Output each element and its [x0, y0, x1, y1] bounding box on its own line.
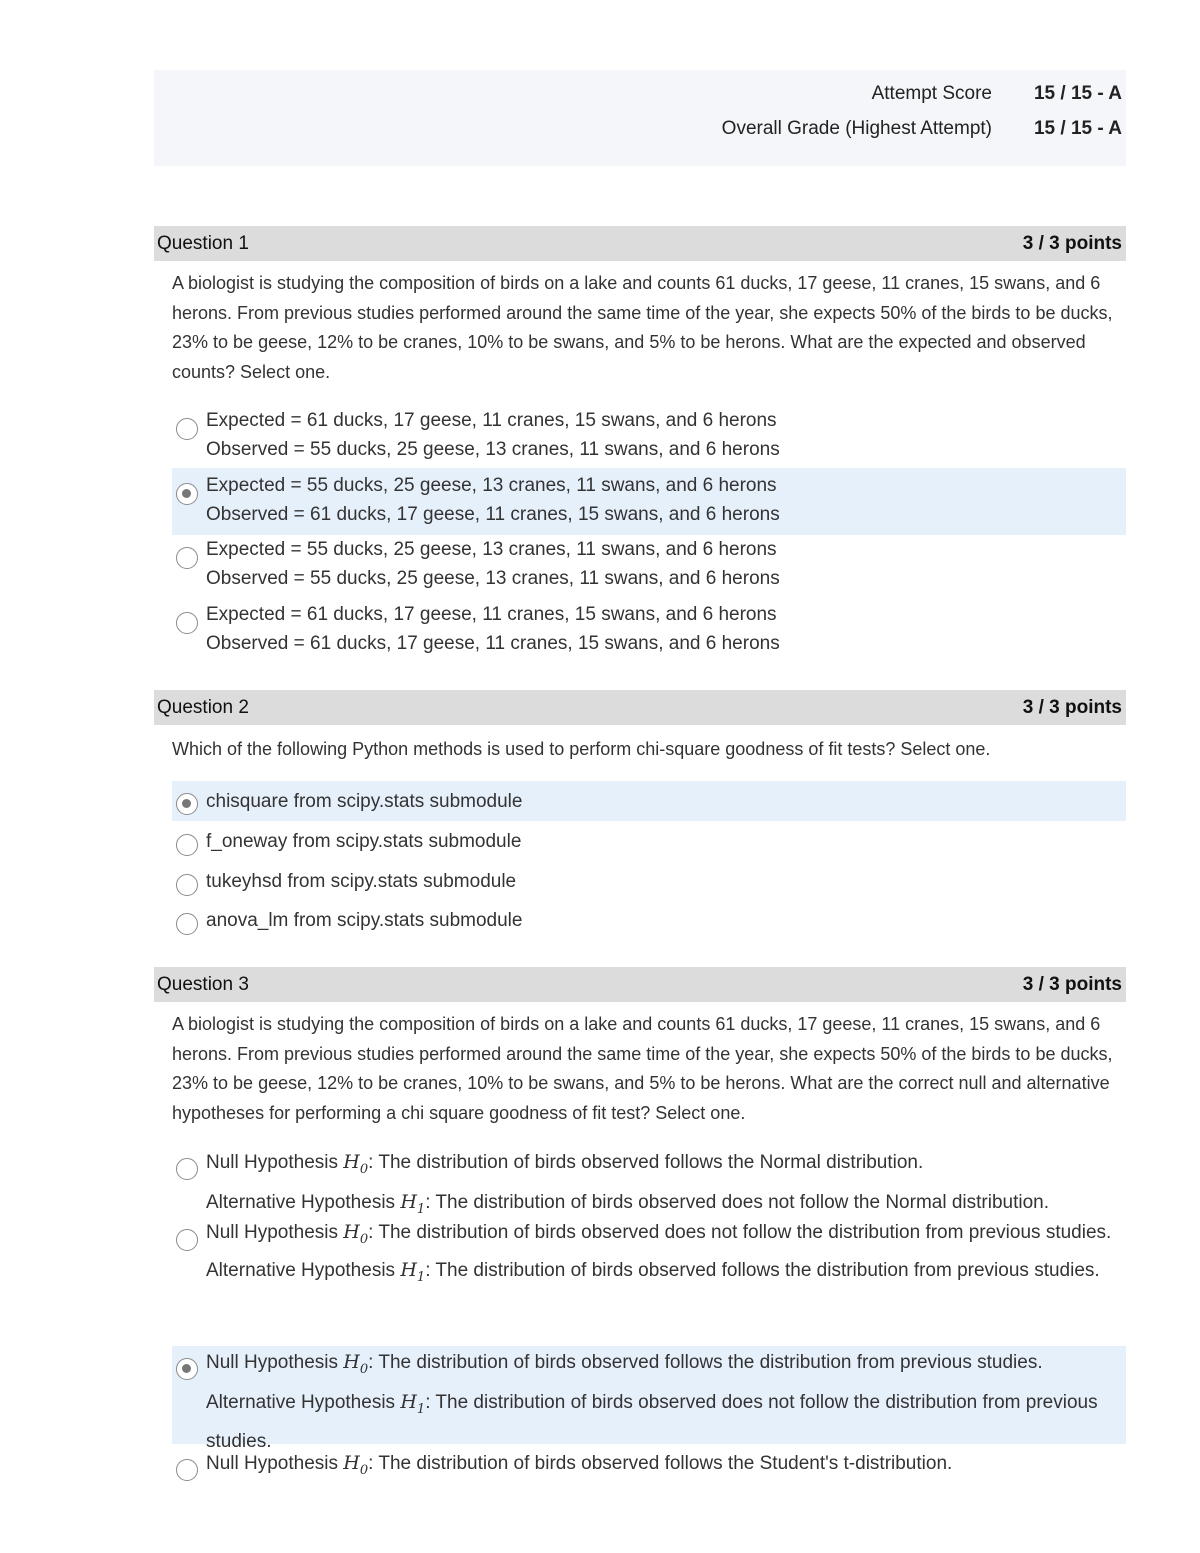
q3-option-2-radio[interactable] [176, 1229, 198, 1251]
question-1-header [154, 226, 1126, 261]
q3-option-3-null-text: The distribution of birds observed follows the distribution from previous studies. [378, 1352, 1043, 1373]
attempt-score-value: 15 / 15 - A [1033, 83, 1122, 104]
question-2-title: Question 2 [157, 696, 249, 718]
q1-option-1-radio[interactable] [176, 418, 198, 440]
q3-option-2[interactable] [172, 1217, 1126, 1343]
question-1-points: 3 / 3 points [1022, 232, 1122, 254]
overall-grade-label: Overall Grade (Highest Attempt) [721, 118, 992, 139]
question-3-title: Question 3 [157, 973, 249, 995]
q3-option-2-alt-text: The distribution of birds observed follows the distribution from previous studies. [435, 1260, 1100, 1282]
question-2-text: Which of the following Python methods is used to perform chi-square goodness of fit tests? Select one. [172, 739, 991, 759]
null-prefix: Null Hypothesis [206, 1152, 338, 1173]
q2-option-1[interactable] [172, 781, 1126, 821]
alt-prefix: Alternative Hypothesis [206, 1191, 396, 1213]
overall-grade-value: 15 / 15 - A [1033, 118, 1122, 139]
q3-option-3-radio[interactable] [176, 1358, 198, 1380]
question-2-header [154, 690, 1126, 725]
q3-option-3-null: Null Hypothesis $H_0$: The distribution of birds observed follows the distribution from previous studies. [206, 1351, 1043, 1377]
q1-option-4[interactable] [172, 600, 1126, 662]
q3-option-1-null: Null Hypothesis $H_0$: The distribution of birds observed follows the Normal distribution. [206, 1151, 924, 1177]
q1-option-1[interactable] [172, 406, 1126, 466]
q1-option-3-radio[interactable] [176, 547, 198, 569]
q1-option-3[interactable] [172, 535, 1126, 599]
q2-option-3-radio[interactable] [176, 874, 198, 896]
h0-symbol: $H_0$ [343, 1351, 369, 1377]
q3-option-3[interactable] [172, 1346, 1126, 1452]
attempt-score-row [672, 79, 1122, 109]
q1-option-3-observed: Observed = 55 ducks, 25 geese, 13 cranes, 11 swans, and 6 herons [206, 568, 780, 589]
h0-symbol: $H_0$ [343, 1221, 369, 1247]
question-3-header [154, 967, 1126, 1002]
score-summary [154, 70, 1126, 166]
question-3-text: A biologist is studying the composition of birds on a lake and counts 61 ducks, 17 geese, 11 cranes, 15 swans, and 6 herons. From previous studies performed around the same time of the year, she expects 50% of the birds to be ducks, 23% to be geese, 12% to be cranes, 10% to be swans, and 5% to be herons. What are the correct null and alternative hypotheses for performing a chi square goodness of fit test? Select one. [172, 1014, 1113, 1123]
alt-prefix: Alternative Hypothesis [206, 1260, 396, 1282]
q3-option-4-null: Null Hypothesis $H_0$: The distribution of birds observed follows the Student's t-distribution. [206, 1452, 953, 1478]
q2-option-3[interactable] [172, 863, 1126, 901]
q3-option-1-null-text: The distribution of birds observed follows the Normal distribution. [378, 1152, 924, 1173]
q1-option-4-expected: Expected = 61 ducks, 17 geese, 11 cranes, 15 swans, and 6 herons [206, 604, 777, 625]
q3-option-2-alt: Alternative Hypothesis $H_1$: The distribution of birds observed follows the distribution from previous studies. [206, 1259, 1100, 1286]
q3-option-1-radio[interactable] [176, 1158, 198, 1180]
q3-option-2-null: Null Hypothesis $H_0$: The distribution of birds observed does not follow the distribution from previous studies. [206, 1221, 1112, 1247]
attempt-score-label: Attempt Score [871, 83, 992, 104]
overall-grade-row [672, 114, 1122, 144]
question-1-title: Question 1 [157, 232, 249, 254]
null-prefix: Null Hypothesis [206, 1453, 338, 1474]
q2-option-1-radio[interactable] [176, 793, 198, 815]
q2-option-3-label: tukeyhsd from scipy.stats submodule [206, 871, 517, 892]
q2-option-1-label: chisquare from scipy.stats submodule [206, 791, 523, 812]
q2-option-4-radio[interactable] [176, 913, 198, 935]
null-prefix: Null Hypothesis [206, 1352, 338, 1373]
q3-option-2-null-text: The distribution of birds observed does not follow the distribution from previous studies. [378, 1222, 1112, 1243]
h1-symbol: $H_1$ [400, 1259, 426, 1286]
question-3-points: 3 / 3 points [1022, 973, 1122, 995]
q2-option-4[interactable] [172, 902, 1126, 940]
h0-symbol: $H_0$ [343, 1452, 369, 1478]
q2-option-2-radio[interactable] [176, 834, 198, 856]
q2-option-4-label: anova_lm from scipy.stats submodule [206, 910, 523, 931]
q3-option-3-alt-text: The distribution of birds observed does not follow the distribution from previous studies. [206, 1391, 1098, 1452]
question-2-points: 3 / 3 points [1022, 696, 1122, 718]
q3-option-4[interactable] [172, 1447, 1126, 1487]
h1-symbol: $H_1$ [400, 1390, 426, 1417]
q1-option-3-expected: Expected = 55 ducks, 25 geese, 13 cranes, 11 swans, and 6 herons [206, 539, 777, 560]
q1-option-2-observed: Observed = 61 ducks, 17 geese, 11 cranes, 15 swans, and 6 herons [206, 504, 780, 525]
h0-symbol: $H_0$ [343, 1151, 369, 1177]
q2-option-2[interactable] [172, 823, 1126, 861]
null-prefix: Null Hypothesis [206, 1222, 338, 1243]
q1-option-2-radio[interactable] [176, 483, 198, 505]
q1-option-4-radio[interactable] [176, 612, 198, 634]
h1-symbol: $H_1$ [400, 1190, 426, 1217]
q1-option-2[interactable] [172, 468, 1126, 535]
q1-option-2-expected: Expected = 55 ducks, 25 geese, 13 cranes, 11 swans, and 6 herons [206, 475, 777, 496]
q3-option-3-alt: Alternative Hypothesis $H_1$: The distribution of birds observed does not follow the distribution from previous studies. [206, 1390, 1098, 1452]
question-1-text: A biologist is studying the composition of birds on a lake and counts 61 ducks, 17 geese, 11 cranes, 15 swans, and 6 herons. From previous studies performed around the same time of the year, she expects 50% of the birds to be ducks, 23% to be geese, 12% to be cranes, 10% to be swans, and 5% to be herons. What are the expected and observed counts? Select one. [172, 273, 1113, 382]
q3-option-1-alt-text: The distribution of birds observed does not follow the Normal distribution. [435, 1191, 1050, 1213]
q3-option-4-radio[interactable] [176, 1459, 198, 1481]
q3-option-1[interactable] [172, 1146, 1126, 1216]
q1-option-1-observed: Observed = 55 ducks, 25 geese, 13 cranes, 11 swans, and 6 herons [206, 439, 780, 460]
q1-option-1-expected: Expected = 61 ducks, 17 geese, 11 cranes, 15 swans, and 6 herons [206, 410, 777, 431]
q3-option-1-alt: Alternative Hypothesis $H_1$: The distribution of birds observed does not follow the Normal distribution. [206, 1190, 1050, 1217]
q3-option-4-null-text: The distribution of birds observed follows the Student's t-distribution. [378, 1453, 953, 1474]
q2-option-2-label: f_oneway from scipy.stats submodule [206, 831, 522, 852]
alt-prefix: Alternative Hypothesis [206, 1391, 396, 1413]
q1-option-4-observed: Observed = 61 ducks, 17 geese, 11 cranes, 15 swans, and 6 herons [206, 633, 780, 654]
